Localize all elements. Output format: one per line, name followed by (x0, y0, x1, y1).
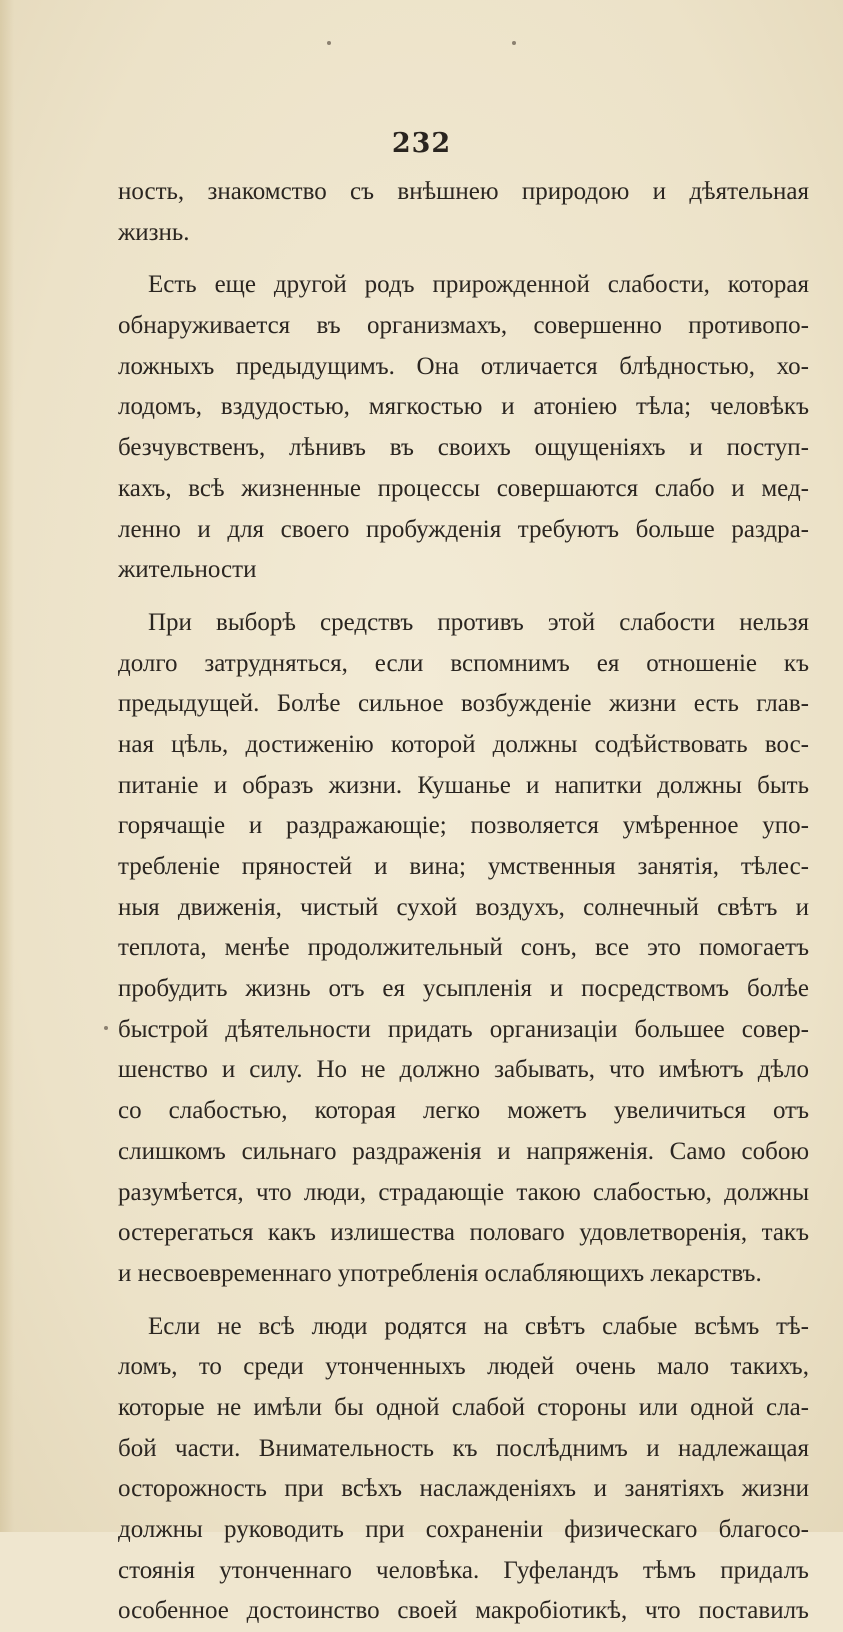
text-line: ная цѣль, достиженію которой должны содѣйствовать вос- (118, 730, 809, 758)
text-line: ложныхъ предыдущимъ. Она отличается блѣдностью, хо- (118, 352, 809, 380)
print-speck (327, 41, 331, 45)
text-line: питаніе и образъ жизни. Кушанье и напитки должны быть (118, 771, 809, 799)
print-speck (104, 1026, 108, 1030)
page-number: 232 (391, 128, 452, 159)
text-line: ность, знакомство съ внѣшнею природою и дѣятельная (118, 178, 809, 205)
print-speck (512, 41, 516, 45)
text-line: Если не всѣ люди родятся на свѣтъ слабые всѣмъ тѣ- (148, 1312, 809, 1340)
text-line: должны руководить при сохраненіи физическаго благосо- (118, 1516, 809, 1543)
text-line: шенство и силу. Но не должно забывать, что имѣютъ дѣло (118, 1056, 809, 1084)
text-line: ленно и для своего пробужденія требуютъ больше раздра- (118, 515, 809, 543)
text-line: которые не имѣли бы одной слабой стороны или одной сла- (118, 1393, 809, 1421)
text-line: жизнь. (118, 218, 190, 246)
text-line: предыдущей. Болѣе сильное возбужденіе жизни есть глав- (118, 690, 809, 718)
text-line: разумѣется, что люди, страдающіе такою слабостью, должны (118, 1178, 809, 1206)
text-line: Есть еще другой родъ прирожденной слабости, которая (148, 271, 809, 299)
text-line: При выборѣ средствъ противъ этой слабости нельзя (148, 608, 809, 636)
text-line: бой части. Внимательность къ послѣднимъ и надлежащая (118, 1434, 809, 1462)
text-line: обнаруживается въ организмахъ, совершенно противопо- (118, 312, 809, 340)
text-line: горячащіе и раздражающіе; позволяется умѣренное упо- (118, 812, 809, 840)
text-line: теплота, менѣе продолжительный сонъ, все это помогаетъ (118, 934, 809, 962)
text-line: ломъ, то среди утонченныхъ людей очень мало такихъ, (118, 1353, 809, 1381)
text-line: ныя движенія, чистый сухой воздухъ, солнечный свѣтъ и (118, 893, 809, 921)
text-line: лодомъ, вздудостью, мягкостью и атоніею тѣла; человѣкъ (118, 393, 809, 421)
text-line: безчувственъ, лѣнивъ въ своихъ ощущеніяхъ и поступ- (118, 434, 809, 462)
text-line: пробудить жизнь отъ ея усыпленія и посредствомъ болѣе (118, 975, 809, 1003)
paragraph-4 (118, 1307, 809, 1632)
text-line: особенное достоинство своей макробіотикѣ, что поставилъ (118, 1597, 809, 1625)
text-line: долго затрудняться, если вспомнимъ ея отношеніе къ (118, 649, 809, 677)
text-line: кахъ, всѣ жизненные процессы совершаются слабо и мед- (118, 474, 809, 502)
text-line: и несвоевременнаго употребленія ослабляющихъ лекарствъ. (118, 1259, 762, 1287)
text-line: жительности (118, 556, 257, 584)
text-line: стоянія утонченнаго человѣка. Гуфеландъ тѣмъ придалъ (118, 1556, 809, 1584)
text-line: быстрой дѣятельности придать организаціи большее совер- (118, 1015, 809, 1043)
page-spine-shadow (0, 0, 14, 1532)
paragraph-2 (118, 265, 809, 591)
page-body (118, 172, 809, 1632)
paragraph-3 (118, 603, 809, 1295)
text-line: требленіе пряностей и вина; умственныя занятія, тѣлес- (118, 853, 809, 880)
text-line: осторожность при всѣхъ наслажденіяхъ и занятіяхъ жизни (118, 1475, 809, 1503)
text-line: со слабостью, которая легко можетъ увеличиться отъ (118, 1097, 809, 1125)
text-line: остерегаться какъ излишества половаго удовлетворенія, такъ (118, 1219, 809, 1247)
text-line: слишкомъ сильнаго раздраженія и напряженія. Само собою (118, 1137, 809, 1165)
paragraph-1 (118, 172, 809, 253)
